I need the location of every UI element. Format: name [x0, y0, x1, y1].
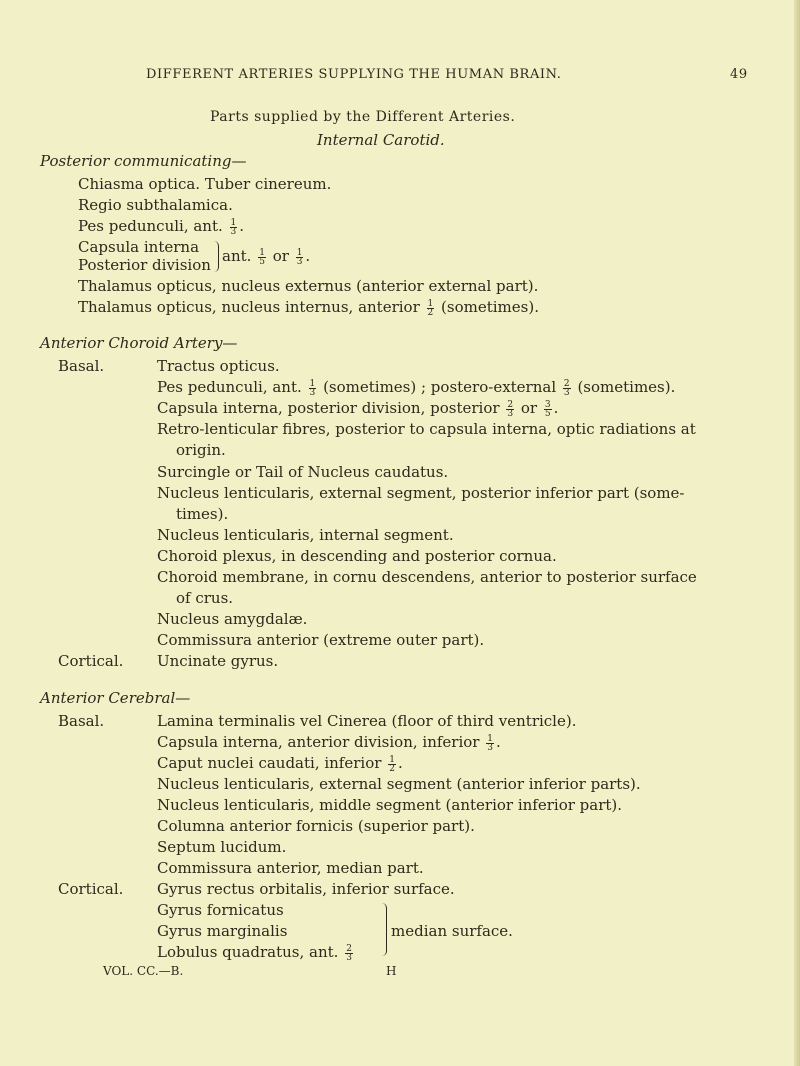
list-item: Capsula interna, anterior division, inferior $\frac{1}{3}$ . — [157, 733, 501, 753]
basal-label: Basal. — [58, 712, 105, 730]
list-item: Posterior division — [78, 256, 211, 274]
list-item: Thalamus opticus, nucleus externus (anterior external part). — [78, 277, 539, 295]
list-item: Nucleus lenticularis, internal segment. — [157, 526, 454, 544]
median-surface-label: median surface. — [391, 922, 513, 940]
fraction: $\frac{2}{3}$ — [563, 378, 570, 398]
list-item: Commissura anterior (extreme outer part). — [157, 631, 485, 649]
list-item: Choroid plexus, in descending and posterior cornua. — [157, 547, 557, 565]
brace — [210, 257, 219, 272]
page-title: Parts supplied by the Different Arteries. — [210, 109, 516, 125]
signature-letter: H — [386, 964, 397, 978]
list-item: ant. $\frac{1}{5}$ or $\frac{1}{3}$ . — [222, 247, 311, 267]
list-item: Nucleus lenticularis, middle segment (anterior inferior part). — [157, 796, 623, 814]
list-item: Capsula interna, posterior division, posterior $\frac{2}{3}$ or $\frac{3}{5}$ . — [157, 399, 559, 419]
fraction: $\frac{3}{5}$ — [544, 399, 551, 419]
list-item: Pes pedunculi, ant. $\frac{1}{3}$ . — [78, 217, 245, 237]
list-item: Caput nuclei caudati, inferior $\frac{1}{2}$ . — [157, 754, 403, 774]
list-item: Surcingle or Tail of Nucleus caudatus. — [157, 463, 449, 481]
fraction: $\frac{1}{3}$ — [296, 247, 303, 267]
list-item: Lamina terminalis vel Cinerea (floor of third ventricle). — [157, 712, 577, 730]
list-item: Thalamus opticus, nucleus internus, anterior $\frac{1}{2}$ (sometimes). — [78, 298, 539, 318]
cortical-label: Cortical. — [58, 880, 124, 898]
list-item: Lobulus quadratus, ant. $\frac{2}{3}$ — [157, 943, 352, 963]
posterior-communicating-heading: Posterior communicating— — [40, 152, 247, 170]
list-item: of crus. — [176, 589, 234, 607]
list-item: Commissura anterior, median part. — [157, 859, 424, 877]
list-item: Uncinate gyrus. — [157, 652, 279, 670]
fraction: $\frac{2}{3}$ — [346, 943, 352, 963]
page-edge — [794, 0, 800, 1066]
list-item: Gyrus marginalis — [157, 922, 288, 940]
list-item: Regio subthalamica. — [78, 196, 233, 214]
list-item: Nucleus lenticularis, external segment (anterior inferior parts). — [157, 775, 641, 793]
fraction: $\frac{1}{5}$ — [259, 247, 265, 267]
brace — [378, 928, 387, 956]
list-item: Tractus opticus. — [157, 357, 280, 375]
fraction: $\frac{1}{2}$ — [427, 298, 434, 318]
list-item: origin. — [176, 441, 226, 459]
list-item: Choroid membrane, in cornu descendens, anterior to posterior surface — [157, 568, 697, 586]
list-item: times). — [176, 505, 229, 523]
list-item: Pes pedunculi, ant. $\frac{1}{3}$ (sometimes) ; postero-external $\frac{2}{3}$ (sometimes). — [157, 378, 676, 398]
list-item: Chiasma optica. Tuber cinereum. — [78, 175, 332, 193]
list-item: Columna anterior fornicis (superior part). — [157, 817, 475, 835]
fraction: $\frac{1}{3}$ — [309, 378, 316, 398]
list-item: Nucleus amygdalæ. — [157, 610, 308, 628]
brace — [210, 241, 219, 257]
section-subtitle: Internal Carotid. — [317, 131, 445, 149]
fraction: $\frac{1}{3}$ — [230, 217, 237, 237]
brace — [378, 903, 387, 928]
running-title: DIFFERENT ARTERIES SUPPLYING THE HUMAN BRAIN. — [146, 67, 562, 82]
list-item: Retro-lenticular fibres, posterior to capsula interna, optic radiations at — [157, 420, 696, 438]
list-item: Septum lucidum. — [157, 838, 287, 856]
anterior-choroid-heading: Anterior Choroid Artery— — [40, 334, 238, 352]
list-item: Gyrus rectus orbitalis, inferior surface. — [157, 880, 455, 898]
fraction: $\frac{1}{2}$ — [389, 754, 395, 774]
list-item: Capsula interna — [78, 238, 200, 256]
list-item: Gyrus fornicatus — [157, 901, 284, 919]
signature-mark: VOL. CC.—B. — [103, 964, 184, 978]
fraction: $\frac{2}{3}$ — [507, 399, 514, 419]
page-number: 49 — [730, 67, 748, 82]
basal-label: Basal. — [58, 357, 105, 375]
fraction: $\frac{1}{3}$ — [487, 733, 493, 753]
cortical-label: Cortical. — [58, 652, 124, 670]
anterior-cerebral-heading: Anterior Cerebral— — [40, 689, 191, 707]
list-item: Nucleus lenticularis, external segment, posterior inferior part (some- — [157, 484, 685, 502]
